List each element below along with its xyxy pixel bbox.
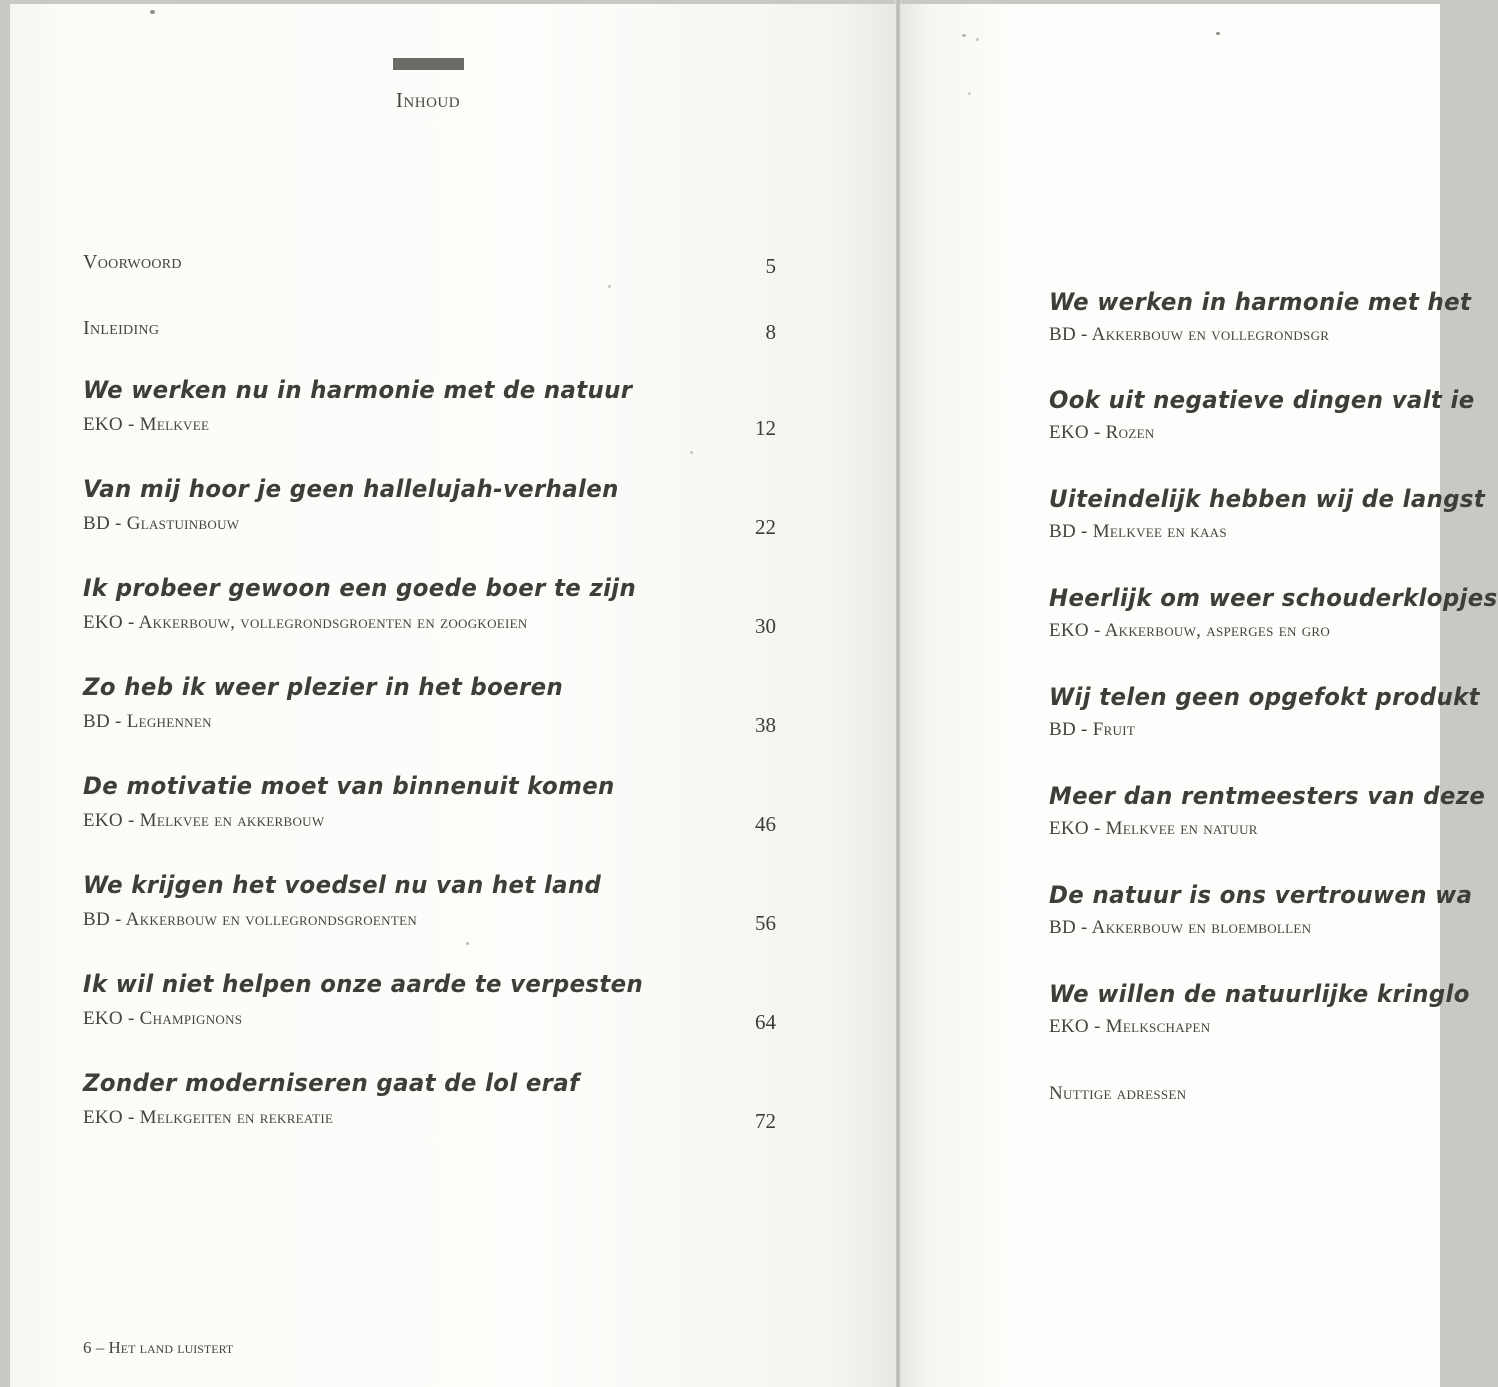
toc-entry-subtitle: EKO - Melkschapen — [1049, 1016, 1211, 1037]
toc-entry-page: 12 — [755, 416, 776, 440]
page-heading: Inhoud — [395, 88, 461, 112]
toc-entry-subtitle: EKO - Melkgeiten en rekreatie — [83, 1107, 334, 1128]
toc-entry-title: Van mij hoor je geen hallelujah-verhalen — [83, 475, 619, 503]
toc-entry-page: 46 — [755, 812, 776, 836]
toc-entry-title: Heerlijk om weer schouderklopjes — [1049, 584, 1498, 612]
paper-speck — [150, 10, 155, 14]
toc-entry-title: We krijgen het voedsel nu van het land — [83, 871, 602, 899]
toc-entry-subtitle: BD - Leghennen — [83, 711, 212, 732]
toc-entry-page: 30 — [755, 614, 776, 638]
toc-entry-title: Uiteindelijk hebben wij de langst — [1049, 485, 1486, 513]
toc-entry-title: Ook uit negatieve dingen valt ie — [1049, 386, 1475, 414]
toc-entry-title: Ik wil niet helpen onze aarde te verpesten — [83, 970, 644, 998]
toc-entry-label: Inleiding — [83, 317, 160, 339]
toc-entry-page: 8 — [765, 320, 776, 344]
toc-entry-subtitle: EKO - Melkvee en akkerbouw — [83, 810, 325, 831]
toc-entry-subtitle: BD - Glastuinbouw — [83, 513, 240, 534]
toc-entry-title: Wij telen geen opgefokt produkt — [1049, 683, 1480, 711]
toc-entry-title: We werken in harmonie met het — [1049, 288, 1472, 316]
toc-entry-page: 22 — [755, 515, 776, 539]
toc-entry-title: De motivatie moet van binnenuit komen — [83, 772, 615, 800]
paper-speck — [976, 38, 979, 41]
paper-speck — [962, 34, 966, 37]
left-page — [10, 4, 896, 1387]
toc-entry-subtitle: EKO - Melkvee — [83, 414, 210, 435]
toc-entry-subtitle: BD - Akkerbouw en bloembollen — [1049, 917, 1312, 938]
toc-entry-page: 56 — [755, 911, 776, 935]
paper-speck — [968, 92, 971, 95]
toc-entry-subtitle: EKO - Champignons — [83, 1008, 243, 1029]
toc-entry-title: De natuur is ons vertrouwen wa — [1049, 881, 1473, 909]
toc-entry-subtitle: BD - Akkerbouw en vollegrondsgr — [1049, 324, 1330, 345]
toc-entry-subtitle: BD - Melkvee en kaas — [1049, 521, 1227, 542]
toc-entry-subtitle: BD - Fruit — [1049, 719, 1136, 740]
paper-speck — [466, 942, 469, 945]
right-page — [900, 4, 1498, 1387]
toc-entry-title: We willen de natuurlijke kringlo — [1049, 980, 1470, 1008]
toc-entry-subtitle: EKO - Rozen — [1049, 422, 1155, 443]
paper-speck — [608, 285, 611, 288]
toc-entry-subtitle: EKO - Melkvee en natuur — [1049, 818, 1258, 839]
paper-speck — [1216, 32, 1220, 35]
toc-entry-subtitle: EKO - Akkerbouw, asperges en gro — [1049, 620, 1331, 641]
toc-entry-page: 72 — [755, 1109, 776, 1133]
heading-decoration-bar — [393, 58, 464, 70]
toc-entry-subtitle: BD - Akkerbouw en vollegrondsgroenten — [83, 909, 418, 930]
toc-entry-label: Voorwoord — [83, 251, 182, 273]
toc-entry-title: Zo heb ik weer plezier in het boeren — [83, 673, 564, 701]
toc-entry-title: Meer dan rentmeesters van deze — [1049, 782, 1486, 810]
toc-entry-page: 38 — [755, 713, 776, 737]
toc-entry-title: Zonder moderniseren gaat de lol eraf — [83, 1069, 580, 1097]
toc-entry-page: 5 — [765, 254, 776, 278]
toc-entry-title: We werken nu in harmonie met de natuur — [83, 376, 633, 404]
toc-entry-subtitle: EKO - Akkerbouw, vollegrondsgroenten en zoogkoeien — [83, 612, 528, 633]
toc-entry-title: Ik probeer gewoon een goede boer te zijn — [83, 574, 637, 602]
toc-closing-entry: Nuttige adressen — [1049, 1083, 1187, 1104]
paper-speck — [690, 451, 693, 454]
toc-entry-page: 64 — [755, 1010, 776, 1034]
page-footer: 6 – Het land luistert — [83, 1338, 234, 1357]
